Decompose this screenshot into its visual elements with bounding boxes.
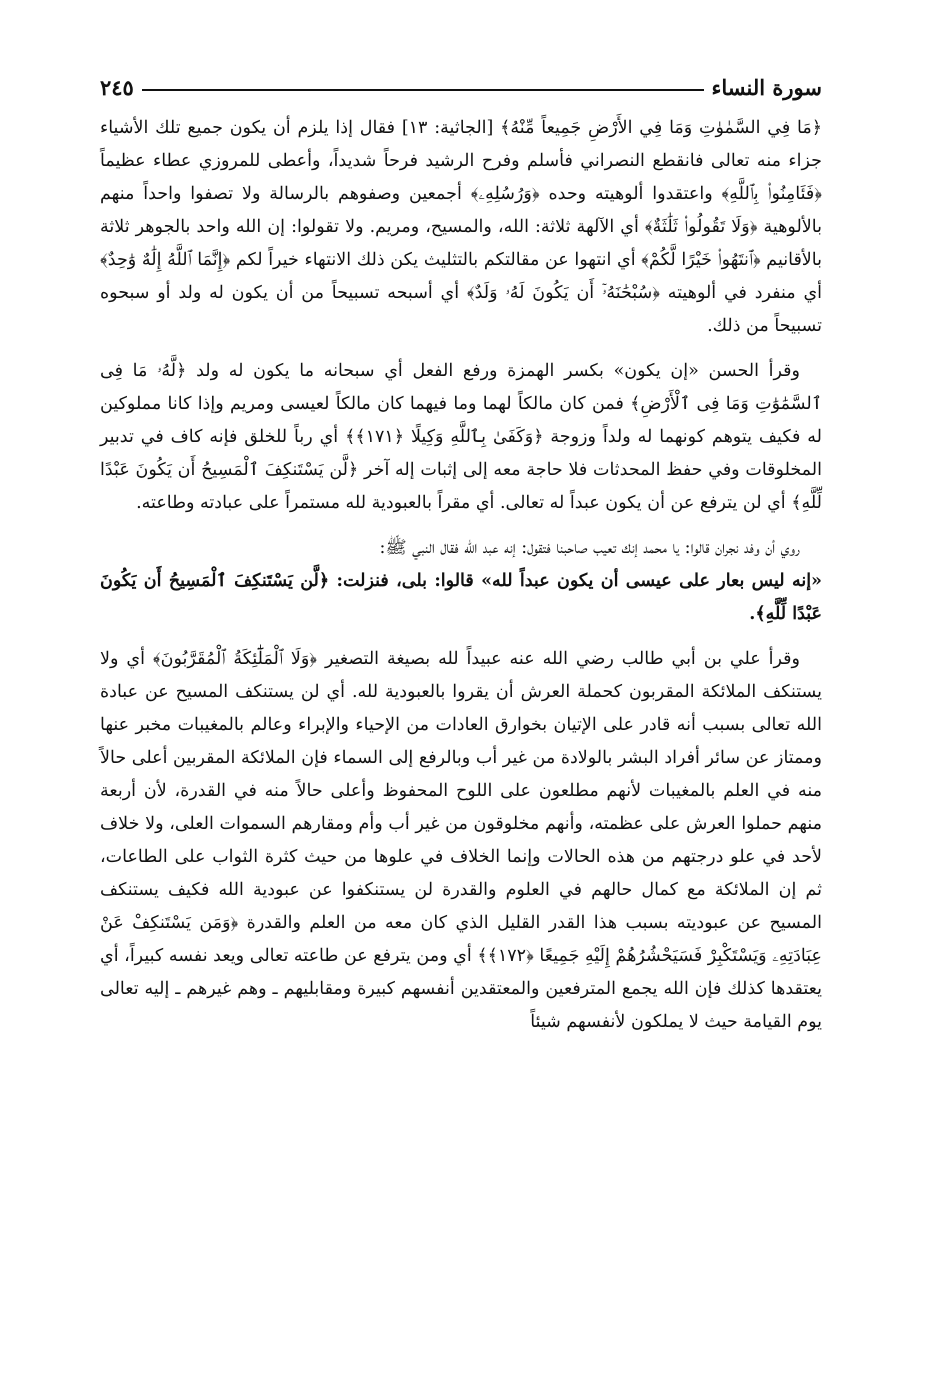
paragraph-3: روي أن وفد نجران قالوا: يا محمد إنك تعيب صاحبنا فتقول: إنه عبد الله فقال النبي ﷺ:	[379, 538, 800, 558]
paragraph-5: وقرأ علي بن أبي طالب رضي الله عنه عبيداً لله بصيغة التصغير ﴿وَلَا ٱلْمَلَٰٓئِكَةُ ٱلْمُقَرَّبُونَ﴾ أي ولا يستنكف الملائكة المقربون كحملة العرش أن يقروا بالعبودية لله. أي لن يستنكف المسيح عن عبادة الله تعالى بسبب أنه قادر على الإتيان بخوارق العادات من الإحياء والإبراء وعالم بالمغيبات مخبر عنها وممتاز عن سائر أفراد البشر بالولادة من غير أب وبالرفع إلى السماء فإن الملائكة المقربين أعلى حالاً منه في العلم بالمغيبات لأنهم مطلعون على اللوح المحفوظ وأعلى حالاً منه في القدرة، لأن أربعة منهم حملوا العرش على عظمته، وأنهم مخلوقون من غير أب وأم ومقارهم السموات العلى، ولا خلاف لأحد في علو درجتهم من هذه الحالات وإنما الخلاف في علوها من حيث كثرة الثواب على الطاعات، ثم إن الملائكة مع كمال حالهم في العلوم والقدرة لن يستنكفوا عن عبودية الله فكيف يستنكف المسيح عن عبوديته بسبب هذا القدر القليل الذي كان معه من العلم والقدرة ﴿وَمَن يَسْتَنكِفْ عَنْ عِبَادَتِهِۦ وَيَسْتَكْبِرْ فَسَيَحْشُرُهُمْ إِلَيْهِ جَمِيعًا ﴿١٧٢﴾﴾ أي ومن يترفع عن طاعته تعالى ويعد نفسه كبيراً، أي يعتقدها كذلك فإن الله يجمع المترفعين والمعتقدين أنفسهم كبيرة ومقابليهم ـ وهم غيرهم ـ إليه تعالى يوم القيامة حيث لا يملكون لأنفسهم شيئاً	[100, 649, 822, 1032]
paragraph-1: ﴿مَا فِي السَّمٰوٰتِ وَمَا فِي الأَرْضِ جَمِيعاً مِّنْهُ﴾ [الجاثية: ١٣] فقال إذا يلزم أن يكون جميع تلك الأشياء جزاء منه تعالى فانقطع النصراني فأسلم وفرح الرشيد فرحاً شديداً، وأعطى للمروزي عطاء عظيماً ﴿فَئَامِنُوا۟ بِٱللَّهِ﴾ واعتقدوا ألوهيته وحده ﴿وَرُسُلِهِۦ﴾ أجمعين وصفوهم بالرسالة ولا تصفوا واحداً منهم بالألوهية ﴿وَلَا تَقُولُوا۟ ثَلَٰثَةٌ﴾ أي الآلهة ثلاثة: الله، والمسيح، ومريم. ولا تقولوا: إن الله واحد بالجوهر ثلاثة بالأقانيم ﴿ٱنتَهُوا۟ خَيْرًا لَّكُمْ﴾ أي انتهوا عن مقالتكم بالتثليث يكن ذلك الانتهاء خيراً لكم ﴿إِنَّمَا ٱللَّهُ إِلَٰهٌ وَٰحِدٌ﴾ أي منفرد في ألوهيته ﴿سُبْحَٰنَهُۥٓ أَن يَكُونَ لَهُۥ وَلَدٌ﴾ أي أسبحه تسبيحاً من أن يكون له ولد أو سبحوه تسبيحاً من ذلك.	[100, 118, 822, 336]
paragraph-2: وقرأ الحسن «إن يكون» بكسر الهمزة ورفع الفعل أي سبحانه ما يكون له ولد ﴿لَّهُۥ مَا فِى ٱلسَّمَٰوَٰتِ وَمَا فِى ٱلْأَرْضِ﴾ فمن كان مالكاً لهما وما فيهما كان مالكاً لعيسى ومريم وإذا كانا مملوكين له فكيف يتوهم كونهما له ولداً وزوجة ﴿وَكَفَىٰ بِٱللَّهِ وَكِيلًا ﴿١٧١﴾﴾ أي رباً للخلق فإنه كاف في تدبير المخلوقات وفي حفظ المحدثات فلا حاجة معه إلى إثبات إله آخر ﴿لَّن يَسْتَنكِفَ ٱلْمَسِيحُ أَن يَكُونَ عَبْدًا لِّلَّهِ﴾ أي لن يترفع عن أن يكون عبداً له تعالى. أي مقراً بالعبودية لله مستمراً على عبادته وطاعته.	[100, 361, 822, 513]
page-header	[100, 70, 822, 104]
paragraph-4-hadith: «إنه ليس بعار على عيسى أن يكون عبداً لله» قالوا: بلى، فنزلت: ﴿لَّن يَسْتَنكِفَ ٱلْمَسِيحُ أَن يَكُونَ عَبْدًا لِّلَّهِ﴾.	[100, 571, 822, 624]
header-rule	[142, 89, 704, 91]
page-number: ٢٤٥	[100, 74, 134, 100]
sura-title: سورة النساء	[711, 74, 822, 100]
